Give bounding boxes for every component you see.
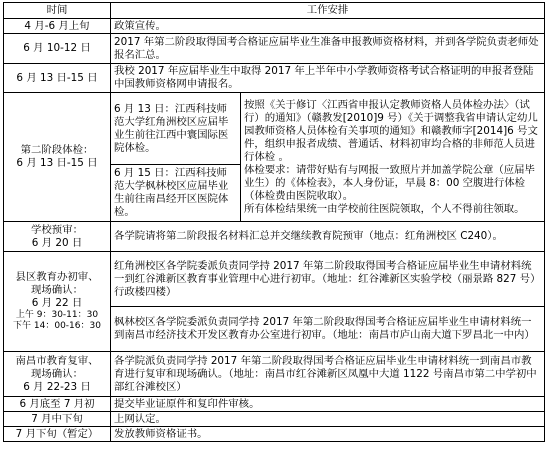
county-date: 6 月 22 日 bbox=[31, 297, 83, 309]
phase2-site2: 6 月 15 日：江西科技师范大学枫林校区应届毕业生前往南昌经开区医院体检。 bbox=[111, 165, 241, 222]
table-row bbox=[4, 19, 545, 34]
city-time bbox=[4, 352, 111, 397]
prereview-date: 6 月 20 日 bbox=[31, 236, 83, 249]
county-arrangement-honggutan: 红角洲校区各学院委派负责同学持 2017 年第二阶段取得国考合格证应届毕业生申请材料统一到红谷滩新区教育事业管理中心进行初审。（地址：红谷滩新区实验学校（丽景路 827 号）行政楼四楼） bbox=[111, 252, 545, 307]
county-arrangement-fenglin: 枫林校区各学院委派负责同学持 2017 年第二阶段取得国考合格证应届毕业生申请材料统一到南昌市经济技术开发区教育办公室进行初审。（地址：南昌市庐山南大道下罗昌北一中内） bbox=[111, 307, 545, 352]
county-time bbox=[4, 252, 111, 352]
city-label1: 南昌市教育复审、 bbox=[15, 354, 99, 367]
phase2-note2: 体检要求：请带好贴有与网报一致照片并加盖学院公章（应届毕业生）的《体检表》，本人身份证，早晨 8：00 空腹进行体检（体检费由医院收取）。 bbox=[244, 163, 535, 202]
row-time: 7 月下旬（暂定） bbox=[4, 427, 111, 442]
row-arrangement: 提交毕业证原件和复印件审核。 bbox=[111, 397, 545, 412]
row-time: 7 月中下旬 bbox=[4, 412, 111, 427]
header-row bbox=[4, 3, 545, 19]
table-row bbox=[4, 93, 545, 165]
header-arrangement: 工作安排 bbox=[111, 3, 545, 19]
county-morning-hours: 上午 9：30-11：30 bbox=[15, 310, 99, 320]
header-time: 时间 bbox=[4, 3, 111, 19]
row-time: 6 月 13 日-15 日 bbox=[4, 64, 111, 93]
row-time: 6 月 10-12 日 bbox=[4, 34, 111, 64]
row-arrangement: 上网认定。 bbox=[111, 412, 545, 427]
county-afternoon-hours: 下午 14：00-16：30 bbox=[13, 321, 101, 331]
prereview-arrangement: 各学院请将第二阶段报名材料汇总并交继续教育院预审（地点：红角洲校区 C240）。 bbox=[111, 222, 545, 252]
row-arrangement: 政策宣传。 bbox=[111, 19, 545, 34]
phase2-note1: 按照《关于修订〈江西省申报认定教师资格人员体检办法〉（试行）的通知》（赣教发[2010]9 号）《关于调整我省申请认定幼儿园教师资格人员体检有关事项的通知》和赣教师字[2014]6 号文件，组织申报者成绩、普通话、材料初审均合格的非师范人员进行体检 。 bbox=[244, 98, 538, 163]
table-row bbox=[4, 34, 545, 64]
row-arrangement: 2017 年第二阶段取得国考合格证应届毕业生准备申报教师资格材料，并到各学院负责老师处报名汇总。 bbox=[111, 34, 545, 64]
table-row bbox=[4, 64, 545, 93]
row-time: 4 月-6 月上旬 bbox=[4, 19, 111, 34]
row-time: 6 月底至 7 月初 bbox=[4, 397, 111, 412]
row-arrangement: 我校 2017 年应届毕业生中取得 2017 年上半年中小学教师资格考试合格证明的申报者登陆中国教师资格网申请报名。 bbox=[111, 64, 545, 93]
table-row bbox=[4, 427, 545, 442]
city-label2: 现场确认： bbox=[31, 367, 83, 380]
table-row bbox=[4, 397, 545, 412]
schedule-table bbox=[3, 2, 545, 442]
phase2-note3: 所有体检结果统一由学校前往医院领取，个人不得前往领取。 bbox=[244, 202, 525, 215]
phase2-site1: 6 月 13 日：江西科技师范大学红角洲校区应届毕业生前往江西中寰国际医院体检。 bbox=[111, 93, 241, 165]
phase2-time-label: 第二阶段体检： bbox=[20, 144, 94, 156]
city-date: 6 月 22-23 日 bbox=[23, 380, 91, 393]
table-row bbox=[4, 352, 545, 397]
county-label1: 县区教育办初审、 bbox=[15, 271, 99, 283]
prereview-label: 学校预审： bbox=[31, 223, 83, 236]
table-row bbox=[4, 252, 545, 307]
phase2-time bbox=[4, 93, 111, 222]
table-row bbox=[4, 412, 545, 427]
phase2-time-dates: 6 月 13 日-15 日 bbox=[16, 157, 98, 169]
city-arrangement: 各学院派负责同学持 2017 年第二阶段取得国考合格证应届毕业生申请材料统一到南昌市教育进行复审和现场确认。（地址：南昌市红谷滩新区凤凰中大道 1122 号南昌市第二中学初中部红谷滩校区） bbox=[111, 352, 545, 397]
phase2-notes bbox=[241, 93, 545, 222]
table-row bbox=[4, 222, 545, 252]
county-label2: 现场确认： bbox=[31, 284, 83, 296]
row-arrangement: 发放教师资格证书。 bbox=[111, 427, 545, 442]
prereview-time bbox=[4, 222, 111, 252]
